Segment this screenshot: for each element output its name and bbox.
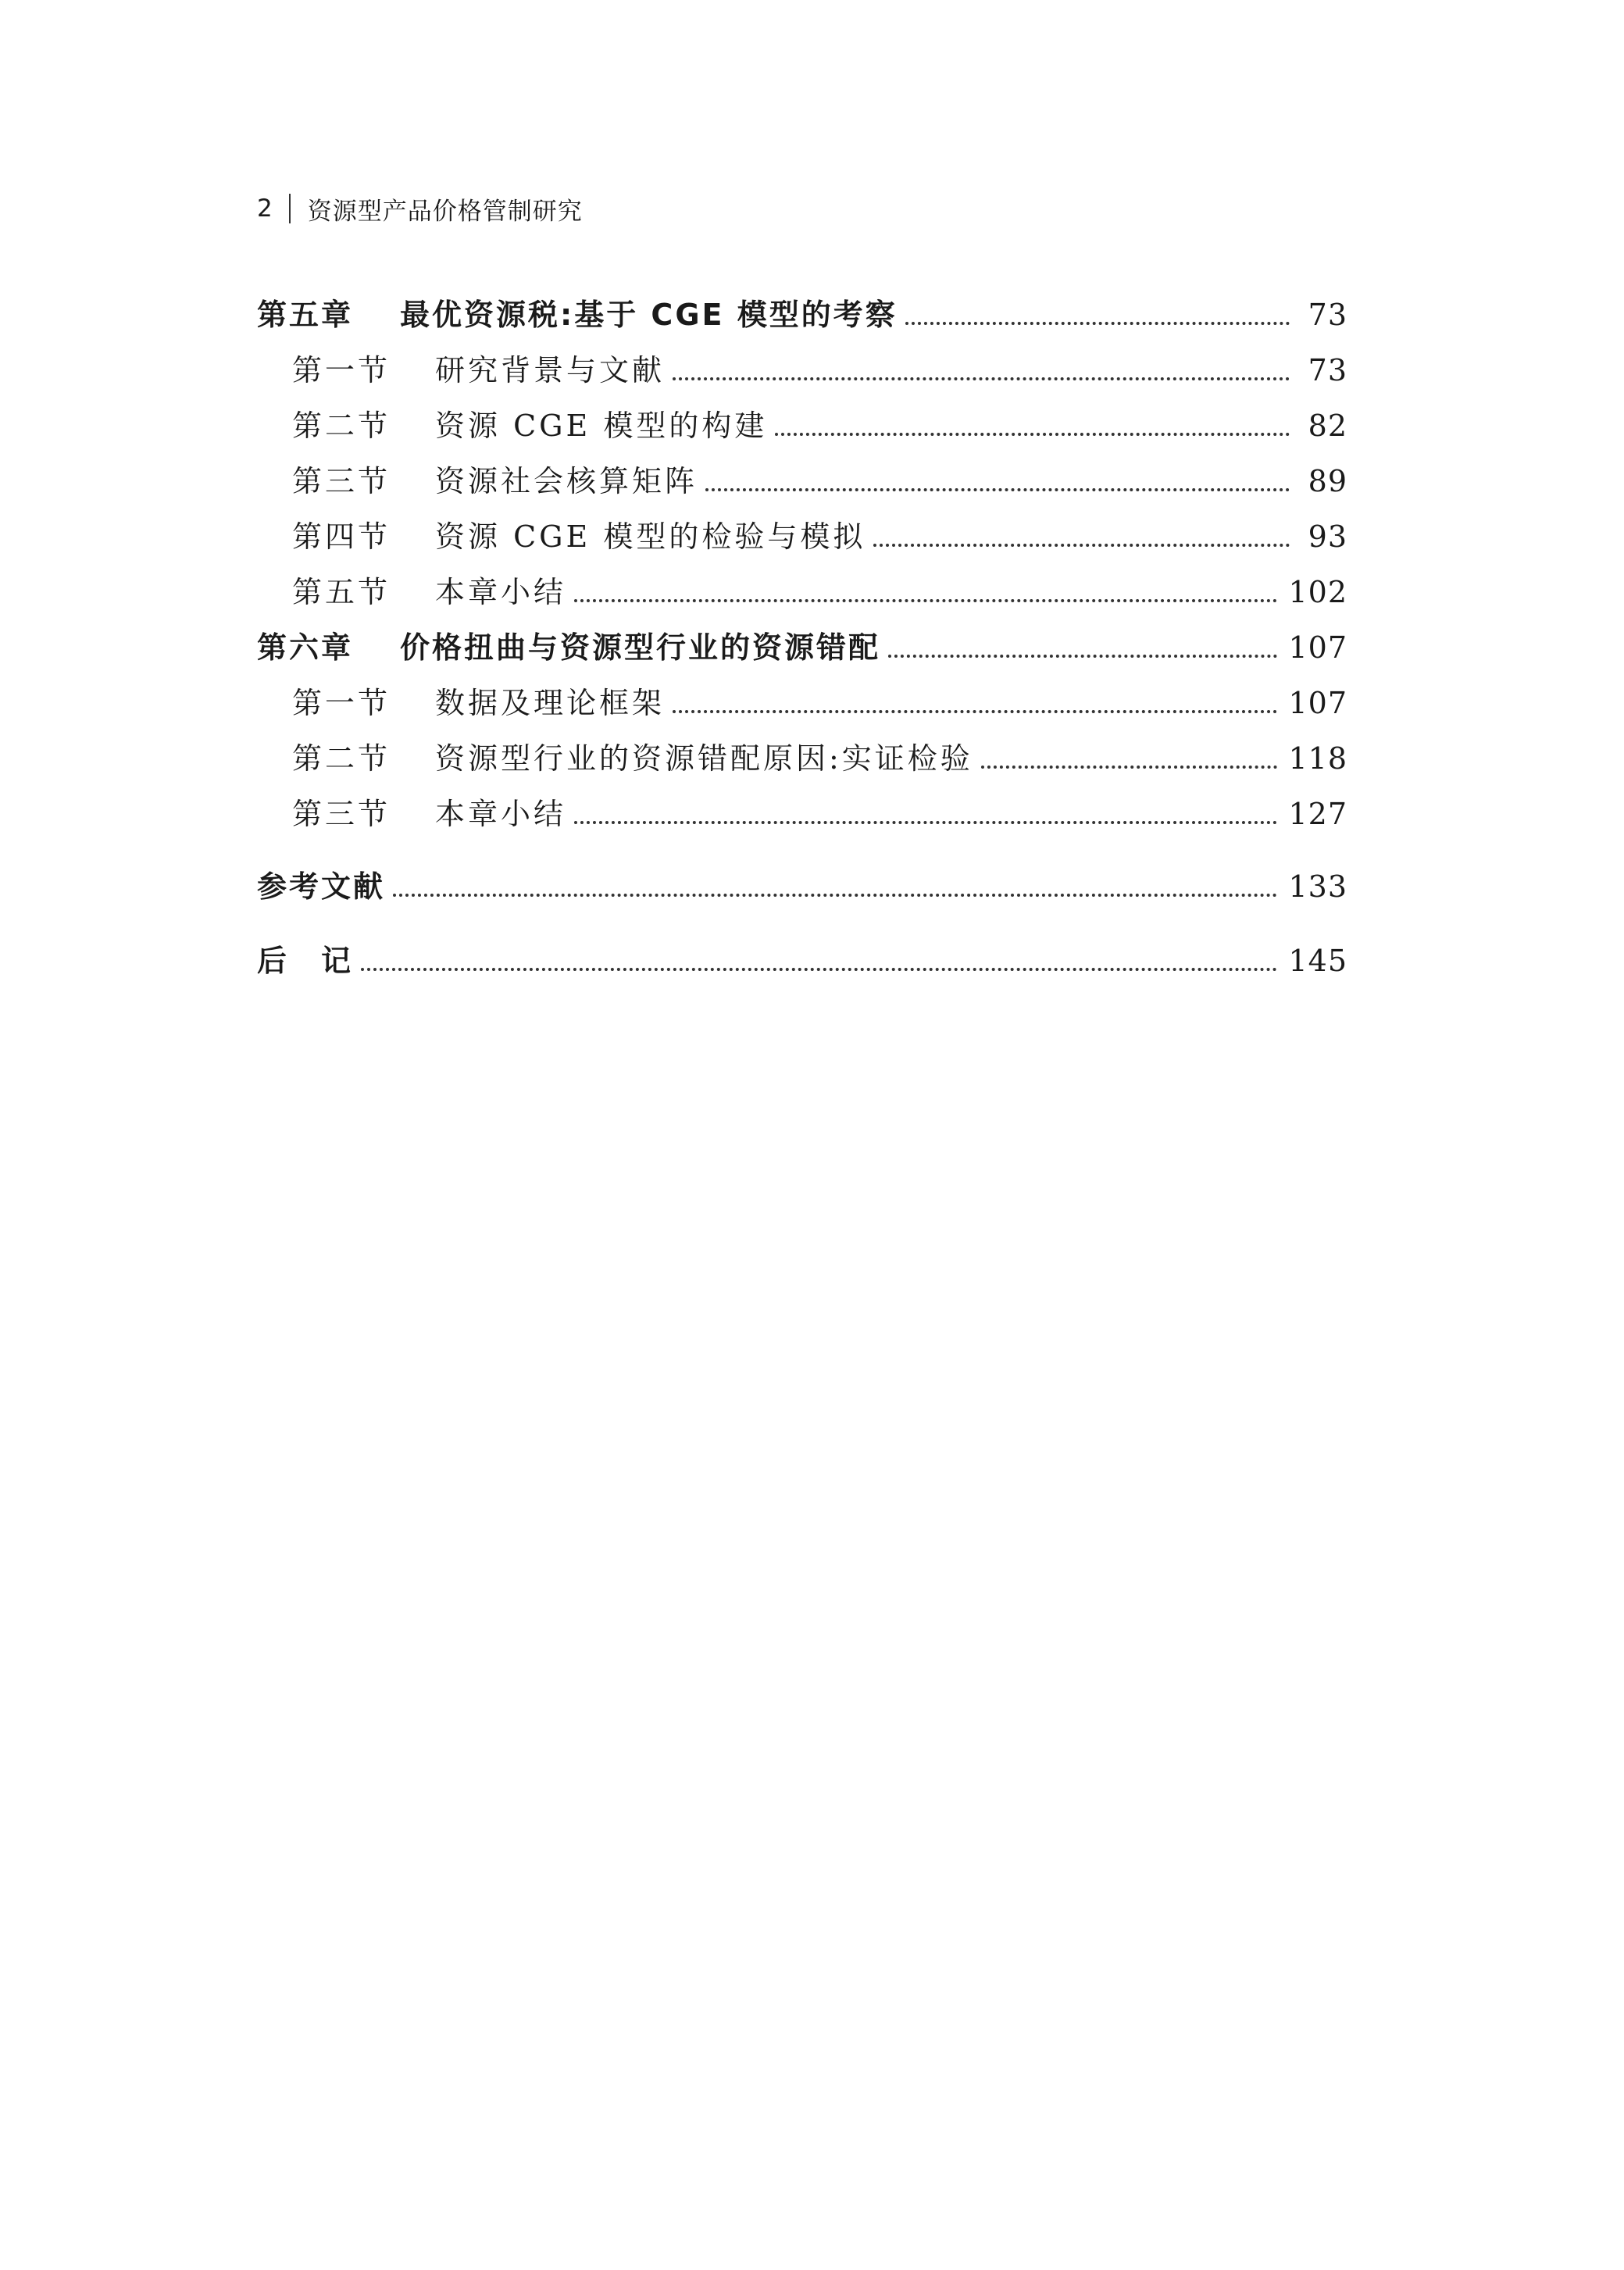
section-title: 资源社会核算矩阵 (435, 464, 698, 498)
section-title: 资源 CGE 模型的构建 (435, 409, 768, 443)
section-title: 本章小结 (435, 575, 567, 609)
toc-section[interactable] (257, 565, 1347, 620)
page-ref: 133 (1288, 869, 1347, 904)
back-matter-title: 后 记 (257, 944, 354, 978)
table-of-contents (257, 287, 1347, 989)
back-matter-title: 参考文献 (257, 869, 386, 904)
section-number: 第四节 (292, 519, 391, 554)
section-number: 第一节 (292, 353, 391, 387)
page-ref: 107 (1288, 630, 1347, 665)
toc-section[interactable] (257, 454, 1347, 509)
chapter-number: 第五章 (257, 298, 354, 332)
toc-chapter-6[interactable] (257, 620, 1347, 676)
running-header (257, 186, 583, 231)
dot-leader (673, 377, 1290, 380)
page-ref: 93 (1308, 519, 1347, 554)
section-number: 第二节 (292, 409, 391, 443)
page-ref: 73 (1308, 353, 1347, 387)
section-title: 资源型行业的资源错配原因:实证检验 (435, 741, 973, 776)
section-number: 第五节 (292, 575, 391, 609)
dot-leader (905, 322, 1290, 325)
dot-leader (361, 968, 1277, 971)
chapter-number: 第六章 (257, 630, 354, 665)
page-ref: 82 (1308, 409, 1347, 443)
page-ref: 73 (1308, 298, 1347, 332)
page-ref: 127 (1288, 797, 1347, 831)
page-ref: 145 (1288, 944, 1347, 978)
page-ref: 107 (1288, 686, 1347, 720)
section-title: 本章小结 (435, 797, 567, 831)
toc-postscript[interactable] (257, 933, 1347, 989)
header-divider (289, 194, 291, 223)
toc-section[interactable] (257, 731, 1347, 787)
toc-chapter-5[interactable] (257, 287, 1347, 343)
toc-section[interactable] (257, 509, 1347, 565)
section-title: 研究背景与文献 (435, 353, 666, 387)
toc-section[interactable] (257, 676, 1347, 731)
page-ref: 89 (1308, 464, 1347, 498)
section-number: 第三节 (292, 797, 391, 831)
chapter-title: 价格扭曲与资源型行业的资源错配 (400, 630, 881, 665)
page-ref: 102 (1288, 575, 1347, 609)
section-number: 第二节 (292, 741, 391, 776)
chapter-title: 最优资源税:基于 CGE 模型的考察 (400, 298, 898, 332)
dot-leader (705, 488, 1290, 491)
section-title: 数据及理论框架 (435, 686, 666, 720)
toc-section[interactable] (257, 343, 1347, 398)
section-number: 第一节 (292, 686, 391, 720)
page-number: 2 (257, 195, 273, 223)
dot-leader (981, 766, 1278, 769)
toc-references[interactable] (257, 859, 1347, 915)
section-title: 资源 CGE 模型的检验与模拟 (435, 519, 866, 554)
dot-leader (673, 710, 1277, 713)
dot-leader (873, 544, 1290, 547)
dot-leader (393, 894, 1277, 897)
dot-leader (574, 821, 1277, 824)
page-ref: 118 (1288, 741, 1347, 776)
toc-section[interactable] (257, 787, 1347, 842)
toc-section[interactable] (257, 398, 1347, 454)
section-number: 第三节 (292, 464, 391, 498)
dot-leader (888, 655, 1277, 658)
book-title: 资源型产品价格管制研究 (307, 197, 583, 226)
dot-leader (775, 433, 1290, 436)
dot-leader (574, 599, 1277, 602)
